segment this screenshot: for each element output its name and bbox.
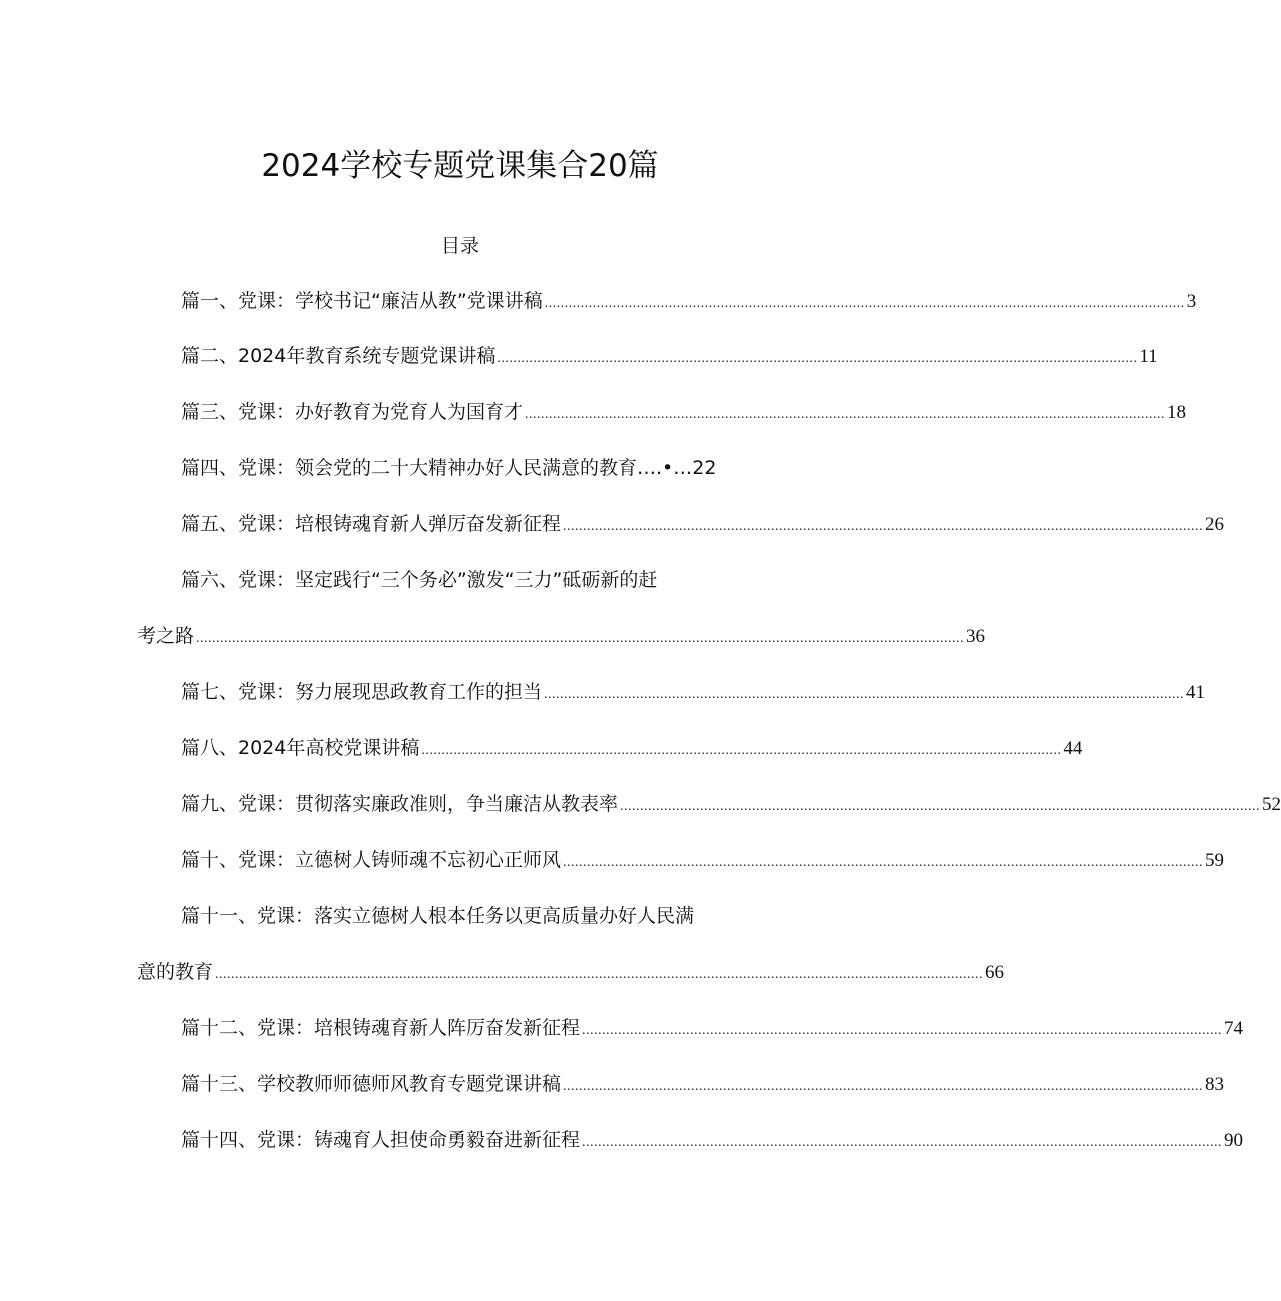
toc-entry-page: 3 bbox=[1186, 291, 1197, 312]
toc-entry-page: 83 bbox=[1205, 1074, 1225, 1095]
toc-entry-text: 篇十、党课：立德树人铸师魂不忘初心正师风 bbox=[181, 849, 562, 871]
toc-entry[interactable] bbox=[181, 397, 1187, 427]
toc-leader-dots: ................................................................................................................................................................................................ bbox=[196, 631, 965, 646]
toc-entry-page: 90 bbox=[1224, 1130, 1244, 1151]
toc-entry-text: 篇三、党课：办好教育为党育人为国育才 bbox=[181, 401, 524, 423]
toc-leader-dots: ................................................................................................................................................................ bbox=[497, 351, 1138, 366]
toc-entry-text: 意的教育 bbox=[137, 961, 214, 983]
toc-entry-text: 篇十四、党课：铸魂育人担使命勇毅奋进新征程 bbox=[181, 1129, 581, 1151]
toc-entry-page: 74 bbox=[1224, 1018, 1244, 1039]
toc-leader-dots: ................................................................................................................................................................ bbox=[525, 407, 1166, 422]
toc-entry[interactable] bbox=[181, 901, 694, 931]
toc-entry[interactable] bbox=[181, 453, 716, 483]
toc-entry-page: 36 bbox=[966, 626, 986, 647]
toc-entry[interactable] bbox=[181, 509, 1225, 539]
toc-entry[interactable] bbox=[181, 1013, 1244, 1043]
toc-leader-dots: ................................................................................................................................................................ bbox=[582, 1135, 1223, 1150]
toc-entry-text: 篇十一、党课：落实立德树人根本任务以更高质量办好人民满 bbox=[181, 905, 695, 927]
toc-entry[interactable] bbox=[181, 677, 1206, 707]
toc-entry-text: 篇十三、学校教师师德师风教育专题党课讲稿 bbox=[181, 1073, 562, 1095]
toc-entry-page: 18 bbox=[1167, 402, 1187, 423]
document-title: 2024学校专题党课集合20篇 bbox=[261, 148, 659, 184]
toc-entry[interactable] bbox=[181, 733, 1083, 763]
toc-entry-page: 44 bbox=[1063, 738, 1083, 759]
toc-leader-dots: ................................................................................................................................................................ bbox=[563, 519, 1204, 534]
toc-entry-text: 篇八、2024年高校党课讲稿 bbox=[181, 737, 420, 759]
toc-entry-text: 篇六、党课：坚定践行“三个务必”激发“三力”砥砺新的赶 bbox=[181, 569, 658, 591]
toc-leader-dots: ................................................................................................................................................................ bbox=[544, 687, 1185, 702]
toc-entry-text: 篇九、党课：贯彻落实廉政准则，争当廉洁从教表率 bbox=[181, 793, 619, 815]
toc-entry-text: 考之路 bbox=[137, 625, 195, 647]
toc-entry-page: 66 bbox=[985, 962, 1005, 983]
toc-entry-text: 篇一、党课：学校书记“廉洁从教”党课讲稿 bbox=[181, 290, 543, 312]
toc-entry[interactable] bbox=[181, 1069, 1225, 1099]
toc-leader-dots: ................................................................................................................................................................ bbox=[582, 1023, 1223, 1038]
toc-leader-dots: ................................................................................................................................................................ bbox=[563, 1079, 1204, 1094]
toc-entry-page: 41 bbox=[1186, 682, 1206, 703]
toc-leader-dots: ................................................................................................................................................................ bbox=[544, 296, 1185, 311]
toc-entry-text: 篇五、党课：培根铸魂育新人弹厉奋发新征程 bbox=[181, 513, 562, 535]
toc-leader-dots: ................................................................................................................................................................ bbox=[563, 855, 1204, 870]
toc-entry[interactable] bbox=[137, 957, 1005, 987]
toc-entry-page: 26 bbox=[1205, 514, 1225, 535]
toc-entry-text: 篇二、2024年教育系统专题党课讲稿 bbox=[181, 345, 496, 367]
toc-entry[interactable] bbox=[181, 565, 657, 595]
toc-entry-page: 11 bbox=[1139, 346, 1158, 367]
toc-entry[interactable] bbox=[181, 845, 1225, 875]
toc-entry-page: 52 bbox=[1262, 794, 1281, 815]
toc-leader-dots: ................................................................................................................................................................ bbox=[421, 743, 1062, 758]
toc-entry[interactable] bbox=[181, 1125, 1244, 1155]
toc-entry-text: 篇四、党课：领会党的二十大精神办好人民满意的教育….•…22 bbox=[181, 457, 717, 479]
toc-entry[interactable] bbox=[137, 621, 986, 651]
toc-entry[interactable] bbox=[181, 789, 1281, 819]
toc-entry-text: 篇十二、党课：培根铸魂育新人阵厉奋发新征程 bbox=[181, 1017, 581, 1039]
toc-entry-page: 59 bbox=[1205, 850, 1225, 871]
toc-entry[interactable] bbox=[181, 341, 1158, 371]
toc-leader-dots: ................................................................................................................................................................ bbox=[620, 799, 1261, 814]
toc-entry[interactable] bbox=[181, 286, 1197, 316]
toc-entry-text: 篇七、党课：努力展现思政教育工作的担当 bbox=[181, 681, 543, 703]
toc-leader-dots: ................................................................................................................................................................................................ bbox=[215, 967, 984, 982]
toc-heading: 目录 bbox=[440, 235, 479, 257]
